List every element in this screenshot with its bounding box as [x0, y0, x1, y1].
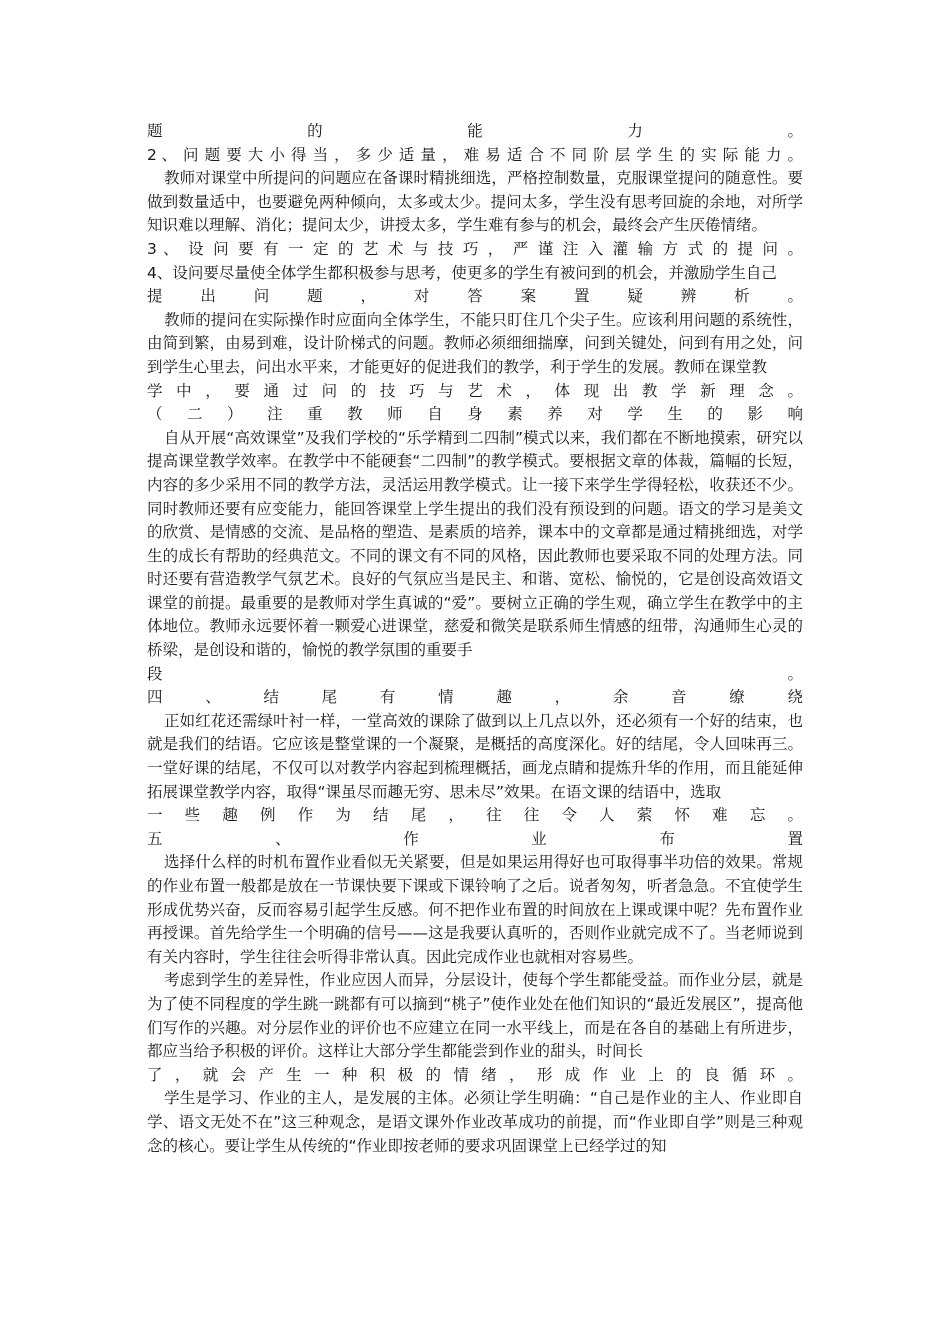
- paragraph-teacher-quality-end: 段 。: [147, 664, 803, 683]
- section-2-heading: （ 二 ） 注 重 教 师 自 身 素 养 对 学 生 的 影 响: [147, 405, 803, 424]
- paragraph-ending-end: 一 些 趣 例 作 为 结 尾 ， 往 往 令 人 萦 怀 难 忘 。: [147, 806, 803, 825]
- section-5-heading: 五 、 作 业 布 置: [147, 829, 803, 848]
- point-2-heading: 2 、 问 题 要 大 小 得 当 ， 多 少 适 量 ， 难 易 适 合 不 同 阶 层 学 生 的 实 际 能 力 。: [147, 145, 803, 164]
- paragraph-homework-ownership: 学生是学习、作业的主人，是发展的主体。必须让学生明确：“自己是作业的主人、作业即自学、语文无处不在”这三种观念，是语文课外作业改革成功的前提，而“作业即自学”则是三种观念的核心。要让学生从传统的“作业即按老师的要求巩固课堂上已经学过的知: [147, 1089, 803, 1155]
- document-body: [147, 120, 803, 1158]
- paragraph-homework-timing: 选择什么样的时机布置作业看似无关紧要，但是如果运用得好也可取得事半功倍的效果。常规的作业布置一般都是放在一节课快要下课或下课铃响了之后。说者匆匆，听者急急。不宜使学生形成优势兴奋，反而容易引起学生反感。何不把作业布置的时间放在上课或课中呢？先布置作业再授课。首先给学生一个明确的信号——这是我要认真听的，否则作业就完成不了。当老师说到有关内容时，学生往往会听得非常认真。因此完成作业也就相对容易些。: [147, 853, 803, 966]
- paragraph-homework-layered: 考虑到学生的差异性，作业应因人而异，分层设计，使每个学生都能受益。而作业分层，就是为了使不同程度的学生跳一跳都有可以摘到“桃子”使作业处在他们知识的“最近发展区”，提高他们写作的兴趣。对分层作业的评价也不应建立在同一水平线上，而是在各自的基础上有所进步，都应当给予积极的评价。这样让大部分学生都能尝到作业的甜头，时间长: [147, 971, 803, 1061]
- paragraph-teacher-quality: 自从开展“高效课堂”及我们学校的“乐学精到二四制”模式以来，我们都在不断地摸索，研究以提高课堂教学效率。在教学中不能硬套“二四制”的教学模式。要根据文章的体裁，篇幅的长短，内容的多少采用不同的教学方法，灵活运用教学模式。让一接下来学生学得轻松，收获还不少。同时教师还要有应变能力，能回答课堂上学生提出的我们没有预设到的问题。语文的学习是美文的欣赏、是情感的交流、是品格的塑造、是素质的培养，课本中的文章都是通过精挑细选，对学生的成长有帮助的经典范文。不同的课文有不同的风格，因此教师也要采取不同的处理方法。同时还要有营造教学气氛艺术。良好的气氛应当是民主、和谐、宽松、愉悦的，它是创设高效语文课堂的前提。最重要的是教师对学生真诚的“爱”。要树立正确的学生观，确立学生在教学中的主体地位。教师永远要怀着一颗爱心进课堂，慈爱和微笑是联系师生情感的纽带，沟通师生心灵的桥梁，是创设和谐的，愉悦的教学氛围的重要手: [147, 428, 803, 660]
- paragraph-question-all-students-end: 学 中 ， 要 通 过 问 的 技 巧 与 艺 术 ， 体 现 出 教 学 新 理 念 。: [147, 381, 803, 400]
- line-ability-end: 题 的 能 力 。: [147, 122, 803, 140]
- paragraph-homework-layered-end: 了 ， 就 会 产 生 一 种 积 极 的 情 绪 ， 形 成 作 业 上 的 良 循 环 。: [147, 1065, 803, 1084]
- paragraph-question-all-students: 教师的提问在实际操作时应面向全体学生，不能只盯住几个尖子生。应该利用问题的系统性，由简到繁，由易到难，设计阶梯式的问题。教师必须细细揣摩，问到关键处，问到有用之处，问到学生心里去，问出水平来，才能更好的促进我们的教学，利于学生的发展。教师在课堂教: [147, 310, 803, 376]
- point-4-heading: 4、设问要尽量使全体学生都积极参与思考，使更多的学生有被问到的机会，并激励学生自己: [147, 263, 777, 282]
- paragraph-question-quantity: 教师对课堂中所提问的问题应在备课时精挑细选，严格控制数量，克服课堂提问的随意性。要做到数量适中，也要避免两种倾向，太多或太少。提问太多，学生没有思考回旋的余地，对所学知识难以理解、消化；提问太少，讲授太多，学生难有参与的机会，最终会产生厌倦情绪。: [147, 169, 803, 235]
- paragraph-ending: 正如红花还需绿叶衬一样，一堂高效的课除了做到以上几点以外，还必须有一个好的结束，也就是我们的结语。它应该是整堂课的一个凝聚，是概括的高度深化。好的结尾，令人回味再三。一堂好课的结尾，不仅可以对教学内容起到梳理概括，画龙点睛和提炼升华的作用，而且能延伸拓展课堂教学内容，取得“课虽尽而趣无穷、思未尽”效果。在语文课的结语中，选取: [147, 711, 803, 801]
- point-3-heading: 3 、 设 问 要 有 一 定 的 艺 术 与 技 巧 ， 严 谨 注 入 灌 输 方 式 的 提 问 。: [147, 239, 803, 258]
- section-4-heading: 四 、 结 尾 有 情 趣 ， 余 音 缭 绕: [147, 688, 803, 707]
- point-4-heading-cont: 提 出 问 题 ， 对 答 案 置 疑 辨 析 。: [147, 287, 804, 306]
